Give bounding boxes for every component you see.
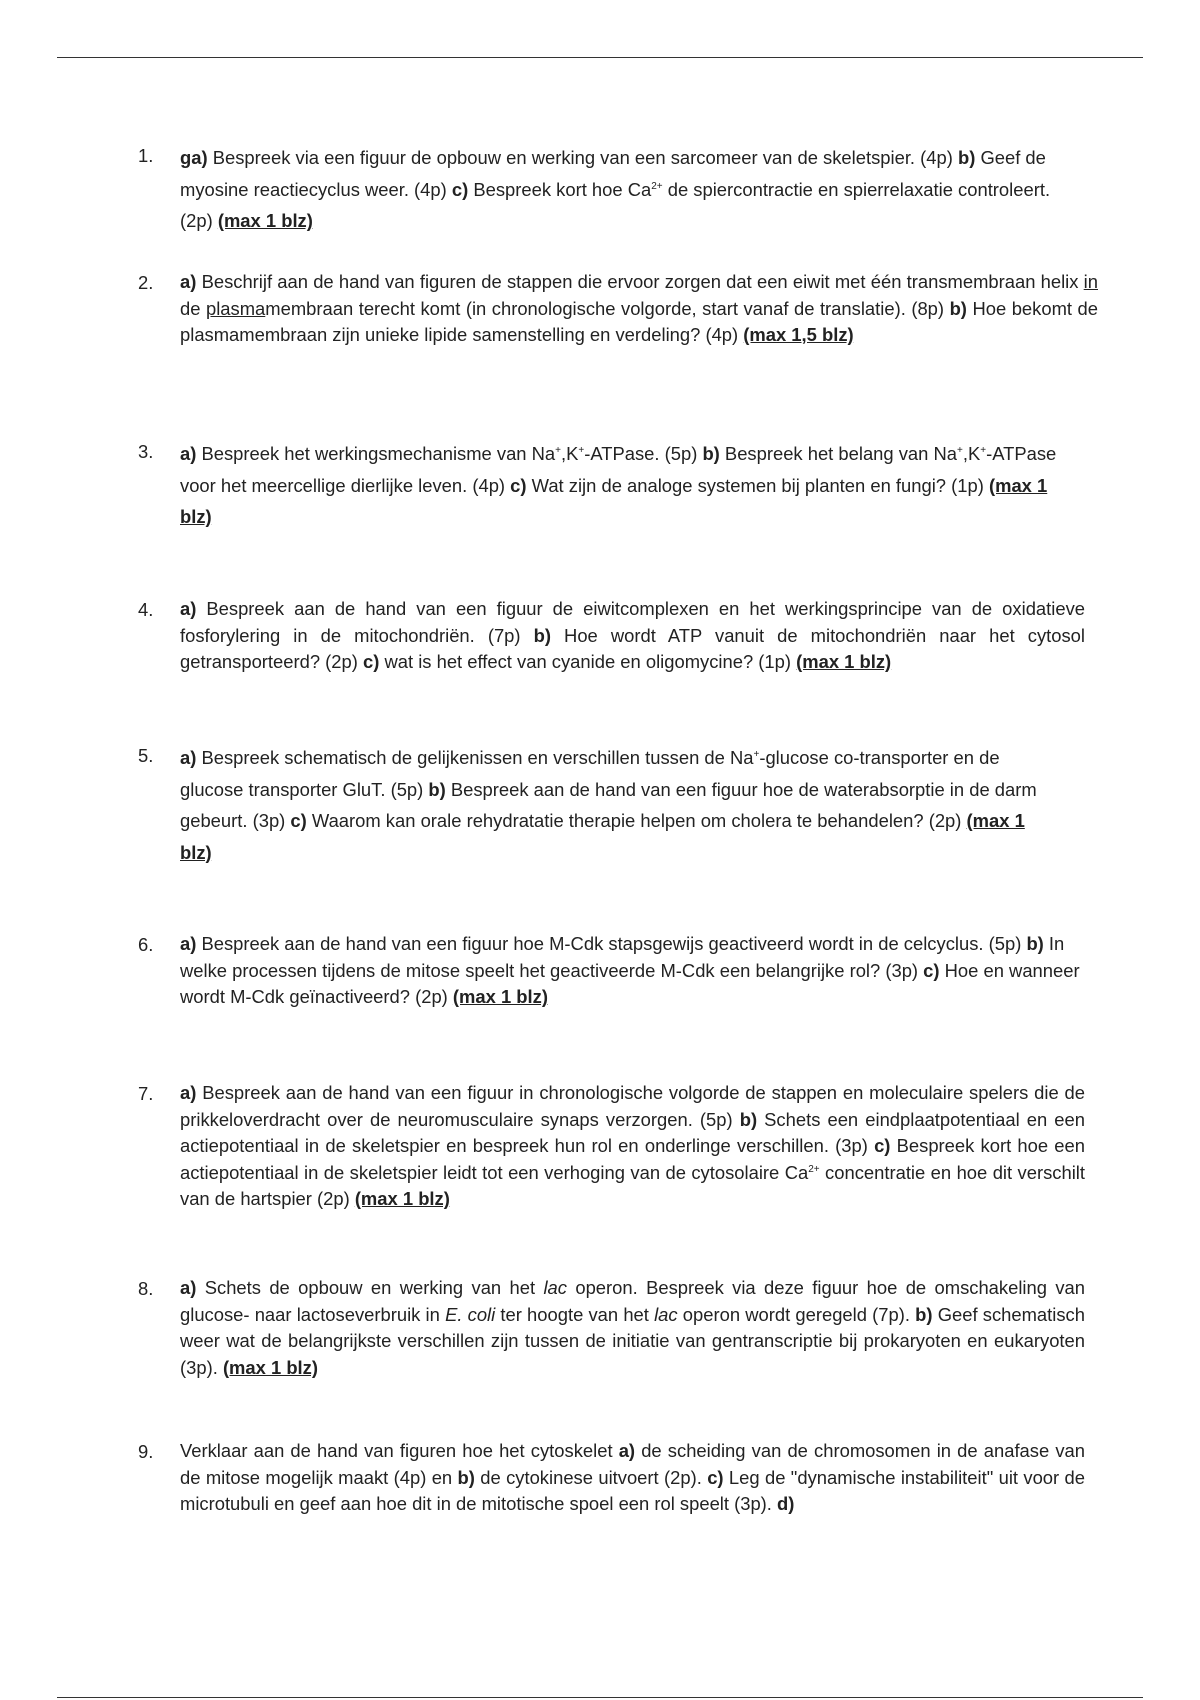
question-number: 7. (138, 1083, 154, 1104)
question-text: Verklaar aan de hand van figuren hoe het cytoskelet a) de scheiding van de chromosomen in de anafase van de mitose mogelijk maakt (4p) en b) de cytokinese uitvoert (2p). c) Leg de "dynamische instabiliteit" uit voor de microtubuli en geef aan hoe dit in de mitotische spoel een rol speelt (3p). d) (180, 1440, 1085, 1514)
max-length-note: (max 1 blz) (180, 474, 1048, 528)
question-text: a) Bespreek schematisch de gelijkenissen en verschillen tussen de Na+-glucose co-transporter en de glucose transporter GluT. (5p) b) Bespreek aan de hand van een figuur hoe de waterabsorptie in de darm gebeurt. (3p) c) Waarom kan orale rehydratatie therapie helpen om cholera te behandelen? (2p) (max 1 blz) (180, 747, 1037, 863)
max-length-note: (max 1 blz) (452, 986, 548, 1007)
question-text: a) Schets de opbouw en werking van het lac operon. Bespreek via deze figuur hoe de omschakeling van glucose- naar lactoseverbruik in E. coli ter hoogte van het lac operon wordt geregeld (7p). b) Geef schematisch weer wat de belangrijkste verschillen zijn tussen de initiatie van gentranscriptie bij prokaryoten en eukaryoten (3p). (max 1 blz) (180, 1277, 1085, 1378)
max-length-note: (max 1 blz) (354, 1188, 450, 1209)
question-text: a) Bespreek het werkingsmechanisme van Na+,K+-ATPase. (5p) b) Bespreek het belang van Na+,K+-ATPase voor het meercellige dierlijke leven. (4p) c) Wat zijn de analoge systemen bij planten en fungi? (1p) (max 1 blz) (180, 443, 1057, 528)
max-length-note: (max 1 blz) (796, 651, 892, 672)
question-number: 2. (138, 272, 154, 293)
question-text: a) Bespreek aan de hand van een figuur hoe M-Cdk stapsgewijs geactiveerd wordt in de celcyclus. (5p) b) In welke processen tijdens de mitose speelt het geactiveerde M-Cdk een belangrijke rol? (3p) c) Hoe en wanneer wordt M-Cdk geïnactiveerd? (2p) (max 1 blz) (180, 933, 1080, 1007)
max-length-note: (max 1 blz) (222, 1356, 318, 1378)
question-number: 1. (138, 145, 154, 166)
footer-rule (57, 1697, 1143, 1698)
max-length-note: (max 1 blz) (217, 210, 313, 232)
question-number: 5. (138, 745, 154, 766)
question-text: a) Bespreek aan de hand van een figuur in chronologische volgorde de stappen en moleculaire spelers die de prikkeloverdracht over de neuromusculaire synaps verzorgen. (5p) b) Schets een eindplaatpotentiaal en een actiepotentiaal in de skeletspier en bespreek hun rol en onderlinge verschillen. (3p) c) Bespreek kort hoe een actiepotentiaal in de skeletspier leidt tot een verhoging van de cytosolaire $Ca^{2+}$ concentratie en hoe dit verschilt van de hartspier (2p) (max 1 blz) (180, 1082, 1085, 1209)
question-text: ga) Bespreek via een figuur de opbouw en werking van een sarcomeer van de skeletspier. (4p) b) Geef de myosine reactiecyclus weer. (4p) c) Bespreek kort hoe $Ca^{2+}$ de spiercontractie en spierrelaxatie controleert. (2p) (max 1 blz) (180, 147, 1051, 232)
question-number: 4. (138, 599, 154, 620)
max-length-note: (max 1 blz) (180, 810, 1025, 863)
question-number: 3. (138, 441, 154, 462)
question-number: 8. (138, 1278, 154, 1299)
question-text: a) Bespreek aan de hand van een figuur de eiwitcomplexen en het werkingsprincipe van de oxidatieve fosforylering in de mitochondriën. (7p) b) Hoe wordt ATP vanuit de mitochondriën naar het cytosol getransporteerd? (2p) c) wat is het effect van cyanide en oligomycine? (1p) (max 1 blz) (180, 598, 1085, 672)
question-number: 9. (138, 1441, 154, 1462)
max-length-note: (max 1,5 blz) (743, 324, 854, 345)
question-text: a) Beschrijf aan de hand van figuren de stappen die ervoor zorgen dat een eiwit met één transmembraan helix in de plasmamembraan terecht komt (in chronologische volgorde, start vanaf de translatie). (8p) b) Hoe bekomt de plasmamembraan zijn unieke lipide samenstelling en verdeling? (4p) (max 1,5 blz) (180, 271, 1098, 345)
question-number: 6. (138, 934, 154, 955)
header-rule (57, 57, 1143, 58)
